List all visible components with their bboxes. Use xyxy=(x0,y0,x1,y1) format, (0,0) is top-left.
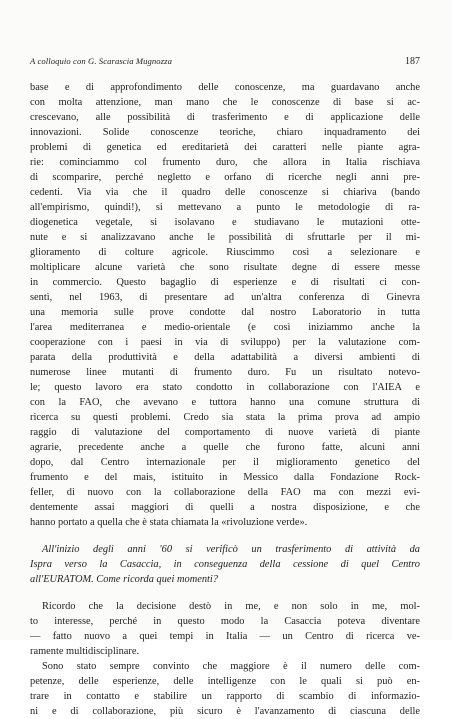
text-line: frumento e del mais, istituito in Messico dalla Fondazione Rock- xyxy=(30,472,420,483)
text-line: trare in contatto e stabilire un rapporto di scambio di informazio- xyxy=(30,691,420,702)
text-line: crescevano, alle possibilità di trasferimento e di applicazione delle xyxy=(30,112,420,123)
body-text xyxy=(30,80,420,719)
text-line: parata della produttività e della adattabilità a diversi ambienti di xyxy=(30,352,420,363)
page-number: 187 xyxy=(405,56,420,67)
running-head xyxy=(30,56,420,70)
question-line: All'inizio degli anni '60 si verificò un trasferimento di attività da xyxy=(42,544,420,555)
text-line: Sono stato sempre convinto che maggiore è il numero delle com- xyxy=(42,661,420,672)
text-line: — fatto nuovo a quei tempi in Italia — un Centro di ricerca ve- xyxy=(30,631,420,642)
text-line: to interesse, perché in questo modo la Casaccia poteva diventare xyxy=(30,616,420,627)
text-line: dentemente assai maggiori di quelli a nostra disposizione, e che xyxy=(30,502,420,513)
text-line: moltiplicare alcune varietà che sono risultate degne di essere messe xyxy=(30,262,420,273)
paragraph-answer-3 xyxy=(30,659,420,719)
text-line: di scomparire, perché negletto e orfano di ricerche negli anni pre- xyxy=(30,172,420,183)
text-line: hanno portato a quella che è stata chiamata la «rivoluzione verde». xyxy=(30,517,308,528)
text-line: ricerca su questi problemi. Credo sia stata la prima prova ad ampio xyxy=(30,412,420,423)
question-line: all'EURATOM. Come ricorda quei momenti? xyxy=(30,574,218,585)
text-line: dopo, dal Centro internazionale per il miglioramento genetico del xyxy=(30,457,420,468)
interview-question xyxy=(30,542,420,587)
text-line: ni e di collaborazione, più sicuro è l'avanzamento di ciascuna delle xyxy=(30,706,420,717)
text-line: feller, di nuovo con la collaborazione della FAO ma con mezzi evi- xyxy=(30,487,420,498)
text-line: in commercio. Questo bagaglio di esperienze e di risultati ci con- xyxy=(30,277,420,288)
text-line: con molta attenzione, man mano che le conoscenze di base si ac- xyxy=(30,97,420,108)
text-line: base e di approfondimento delle conoscenze, ma guardavano anche xyxy=(30,82,420,93)
text-line: diogenetica vegetale, si isolavano e studiavano le mutazioni otte- xyxy=(30,217,420,228)
text-line: cedenti. Via via che il quadro delle conoscenze si chiariva (bando xyxy=(30,187,420,198)
paragraph-answer-2 xyxy=(30,599,420,659)
paragraph-gap xyxy=(30,587,420,599)
text-line: con la FAO, che avevano e tuttora hanno una comune struttura di xyxy=(30,397,420,408)
text-line: l'area mediterranea e medio-orientale (e così iniziammo anche la xyxy=(30,322,420,333)
question-line: Ispra verso la Casaccia, in conseguenza della cessione di quel Centro xyxy=(30,559,420,570)
running-title: A colloquio con G. Scarascia Mugnozza xyxy=(30,56,172,66)
text-line: innovazioni. Solide conoscenze teoriche, chiaro inquadramento dei xyxy=(30,127,420,138)
text-line: glioramento di colture agricole. Riuscimmo così a selezionare e xyxy=(30,247,420,258)
text-line: petenze, delle esperienze, delle intelligenze con le quali si può en- xyxy=(30,676,420,687)
text-line: all'empirismo, quindi!), si mettevano a punto le metodologie di ra- xyxy=(30,202,420,213)
text-line: una memoria sulle prove condotte dal nostro Laboratorio in tutta xyxy=(30,307,420,318)
text-line: cooperazione con i paesi in via di sviluppo) per la valutazione com- xyxy=(30,337,420,348)
text-line: le; questo lavoro era stato condotto in collaborazione con l'AIEA e xyxy=(30,382,420,393)
text-line: rie: cominciammo col frumento duro, che allora in Italia rischiava xyxy=(30,157,420,168)
text-line: problemi di genetica ed ereditarietà dei caratteri nelle piante agra- xyxy=(30,142,420,153)
text-line: nute e si analizzavano anche le possibilità di sfruttarle per il mi- xyxy=(30,232,420,243)
text-line: numerose linee mutanti di frumento duro. Fu un risultato notevo- xyxy=(30,367,420,378)
text-line: Ricordo che la decisione destò in me, e non solo in me, mol- xyxy=(42,601,420,612)
text-line: sentì, nel 1963, di presentare ad un'altra conferenza di Ginevra xyxy=(30,292,420,303)
paragraph-answer-1 xyxy=(30,80,420,530)
text-line: ramente multidisciplinare. xyxy=(30,646,140,657)
text-line: raggio di valutazione del comportamento di nuove varietà di piante xyxy=(30,427,420,438)
paragraph-gap xyxy=(30,530,420,542)
text-line: agrarie, precedente anche a quelle che furono fatte, alcuni anni xyxy=(30,442,420,453)
